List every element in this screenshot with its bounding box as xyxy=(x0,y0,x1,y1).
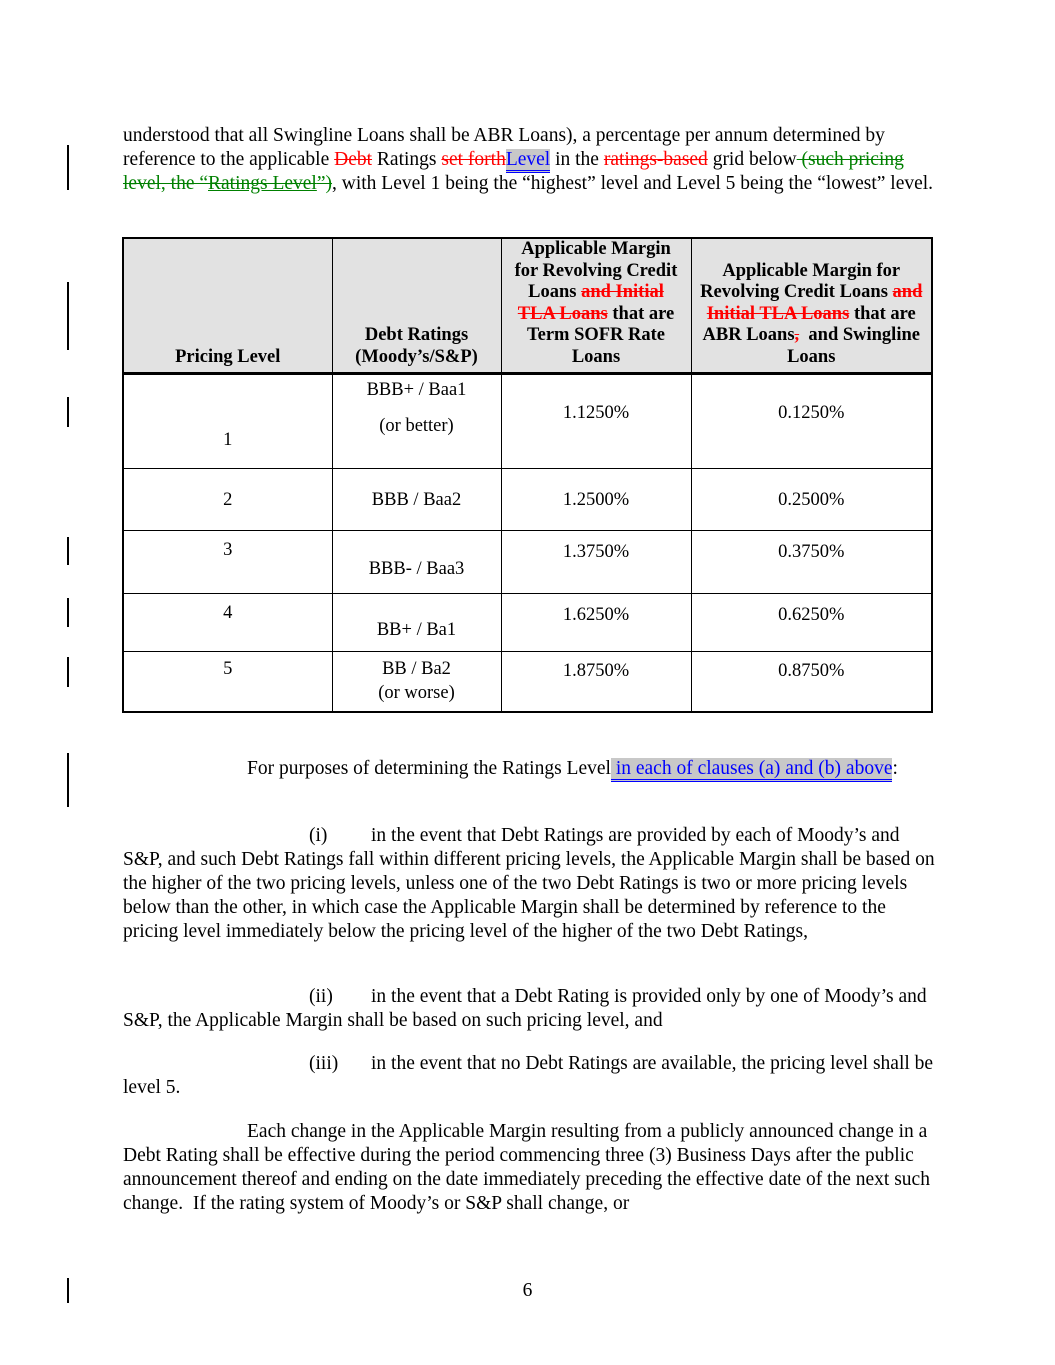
tracked-change-run: set forth xyxy=(441,149,506,170)
text-run: Applicable Margin for Revolving Credit Loans xyxy=(514,239,678,302)
header-margin-sofr xyxy=(501,238,691,374)
page-number: 6 xyxy=(522,1280,533,1301)
tracked-change-run: ratings-based xyxy=(603,149,708,170)
text-run: Applicable Margin for Revolving Credit Loans xyxy=(700,260,901,302)
clause-marker: (ii) xyxy=(309,986,333,1007)
tracked-change-run: , xyxy=(794,325,800,345)
text-run: , with Level 1 being the “highest” level and Level 5 being the “lowest” level. xyxy=(332,173,934,194)
clause-text: in the event that no Debt Ratings are available, the pricing level shall be level 5. xyxy=(123,1053,934,1098)
cell-debt-rating: BB+ / Ba1 xyxy=(332,594,501,652)
cell-debt-rating xyxy=(332,652,501,712)
rating-line: BB / Ba2 xyxy=(382,659,451,680)
cell-sofr-margin: 1.1250% xyxy=(501,374,691,469)
tracked-change-run: and Initial TLA Loans xyxy=(706,282,923,324)
text-run: that are ABR Loans xyxy=(702,303,916,345)
clause-text: in the event that a Debt Rating is provided only by one of Moody’s and S&P, the Applicable Margin shall be based on such pricing level, and xyxy=(123,986,927,1031)
clause-marker: (i) xyxy=(309,825,328,846)
tracked-change-run: ”) xyxy=(316,173,333,194)
text-run: that are Term SOFR Rate Loans xyxy=(526,303,675,367)
paragraph-determining xyxy=(123,757,935,781)
change-bar xyxy=(67,753,69,807)
text-run: grid below xyxy=(707,149,797,170)
table-row xyxy=(123,374,932,469)
clause-i xyxy=(123,824,935,944)
change-bar xyxy=(67,282,69,350)
cell-abr-margin: 0.2500% xyxy=(691,469,932,531)
cell-pricing-level: 3 xyxy=(123,531,332,594)
tracked-change-run: Ratings Level xyxy=(208,173,317,194)
table-row xyxy=(123,469,932,531)
table-row xyxy=(123,652,932,712)
tracked-change-run: in each of clauses (a) and (b) above xyxy=(611,758,893,782)
rating-qualifier: (or worse) xyxy=(378,683,455,704)
clause-marker: (iii) xyxy=(309,1053,339,1074)
text-run: in the xyxy=(550,149,604,170)
cell-abr-margin: 0.6250% xyxy=(691,594,932,652)
header-margin-abr xyxy=(691,238,932,374)
cell-abr-margin: 0.3750% xyxy=(691,531,932,594)
change-bar xyxy=(67,657,69,687)
cell-sofr-margin: 1.3750% xyxy=(501,531,691,594)
text-run: understood that all Swingline Loans shall be ABR Loans), a percentage per annum determined by reference to the applicable xyxy=(123,125,885,170)
text-run: Debt Ratings (Moody’s/S&P) xyxy=(355,325,478,367)
rating-qualifier: (or better) xyxy=(379,416,454,436)
change-bar xyxy=(67,145,69,190)
text-run: : xyxy=(892,758,898,779)
text-run: Ratings xyxy=(372,149,442,170)
text-run: and Swingline Loans xyxy=(787,325,920,367)
clause-text: in the event that Debt Ratings are provided by each of Moody’s and S&P, and such Debt Ratings fall within different pricing levels, the Applicable Margin shall be based on the higher of the two pricing levels, unless one of the two Debt Ratings is two or more pricing levels below than the other, in which case the Applicable Margin shall be determined by reference to the pricing level immediately below the pricing level of the higher of the two Debt Ratings, xyxy=(123,825,935,942)
cell-pricing-level: 2 xyxy=(123,469,332,531)
header-debt-ratings xyxy=(332,238,501,374)
cell-debt-rating: BBB- / Baa3 xyxy=(332,531,501,594)
change-bar xyxy=(67,598,69,627)
cell-debt-rating: BBB / Baa2 xyxy=(332,469,501,531)
clause-ii xyxy=(123,985,935,1033)
tracked-change-run: Debt xyxy=(334,149,373,170)
cell-pricing-level: 5 xyxy=(123,652,332,712)
cell-sofr-margin: 1.2500% xyxy=(501,469,691,531)
tracked-change-run: Level xyxy=(506,149,550,173)
text-run: Pricing Level xyxy=(175,346,281,367)
header-pricing-level xyxy=(123,238,332,374)
paragraph-closing: Each change in the Applicable Margin resulting from a publicly announced change in a Debt Rating shall be effective during the period commencing three (3) Business Days after the public announcement thereof and ending on the date immediately preceding the effective date of the next such change. If the rating system of Moody’s or S&P shall change, or xyxy=(123,1121,930,1214)
rating-line: BBB+ / Baa1 xyxy=(366,380,467,400)
cell-sofr-margin: 1.8750% xyxy=(501,652,691,712)
cell-abr-margin: 0.1250% xyxy=(691,374,932,469)
pricing-grid-table xyxy=(122,237,933,713)
tracked-change-run: (such pricing level, the “ xyxy=(123,149,904,194)
cell-abr-margin: 0.8750% xyxy=(691,652,932,712)
text-run: For purposes of determining the Ratings Level xyxy=(247,758,611,779)
cell-sofr-margin: 1.6250% xyxy=(501,594,691,652)
change-bar xyxy=(67,537,69,565)
change-bar xyxy=(67,397,69,427)
table-header-row xyxy=(123,238,932,374)
paragraph-intro xyxy=(123,124,935,196)
cell-pricing-level: 4 xyxy=(123,594,332,652)
cell-pricing-level: 1 xyxy=(123,374,332,469)
tracked-change-run: and Initial TLA Loans xyxy=(517,282,664,324)
table-row xyxy=(123,531,932,594)
clause-iii xyxy=(123,1052,935,1100)
table-row xyxy=(123,594,932,652)
cell-debt-rating xyxy=(332,374,501,469)
